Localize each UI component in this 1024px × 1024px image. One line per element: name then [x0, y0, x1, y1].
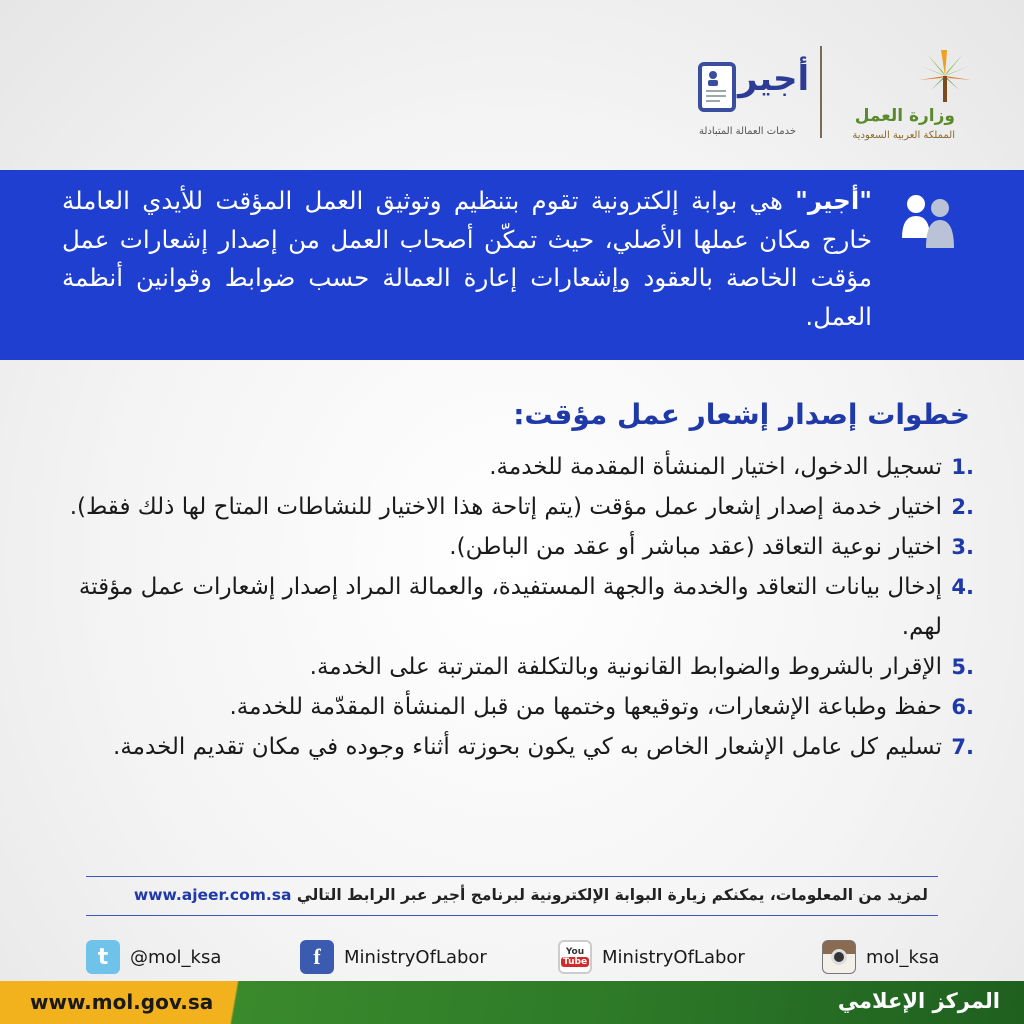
step-text: تسجيل الدخول، اختيار المنشأة المقدمة للخدمة. [489, 454, 942, 480]
people-icon [896, 190, 960, 254]
step-number: 4. [951, 575, 974, 599]
social-youtube[interactable] [558, 938, 745, 976]
instagram-icon[interactable] [822, 940, 856, 974]
twitter-handle[interactable]: @mol_ksa [130, 946, 222, 968]
info-bar [86, 876, 938, 916]
info-message: لمزيد من المعلومات، يمكنكم زيارة البوابة الإلكترونية لبرنامج أجير عبر الرابط التالي [296, 886, 928, 904]
info-text [134, 886, 928, 904]
ajeer-tagline: خدمات العمالة المتبادلة [698, 126, 796, 137]
step-item [49, 487, 974, 527]
ajeer-logo [694, 58, 810, 138]
step-text: اختيار خدمة إصدار إشعار عمل مؤقت (يتم إتاحة هذا الاختيار للنشاطات المتاح لها ذلك فقط). [69, 494, 942, 520]
step-number: 7. [951, 735, 974, 759]
youtube-icon[interactable] [558, 940, 592, 974]
ajeer-website-link[interactable]: www.ajeer.com.sa [133, 886, 292, 904]
ministry-name: وزارة العمل [854, 106, 955, 126]
ministry-logo [835, 48, 955, 144]
step-number: 5. [951, 655, 974, 679]
youtube-you-text: You [565, 947, 585, 957]
ajeer-wordmark: أجير [738, 59, 810, 99]
header-divider [820, 46, 822, 138]
step-number: 1. [951, 455, 974, 479]
footer-bar [0, 981, 1024, 1024]
social-instagram[interactable] [822, 938, 939, 976]
document-person-icon [698, 62, 736, 112]
step-text: اختيار نوعية التعاقد (عقد مباشر أو عقد من الباطن). [449, 534, 942, 560]
ministry-website-link[interactable]: www.mol.gov.sa [30, 990, 214, 1014]
instagram-handle[interactable]: mol_ksa [866, 946, 940, 968]
palm-emblem-icon [915, 48, 975, 108]
facebook-icon[interactable]: f [300, 940, 334, 974]
steps-title: خطوات إصدار إشعار عمل مؤقت: [513, 398, 970, 431]
step-number: 3. [951, 535, 974, 559]
step-item [49, 727, 974, 767]
intro-band [0, 170, 1024, 360]
youtube-handle[interactable]: MinistryOfLabor [602, 946, 745, 968]
social-twitter[interactable] [86, 938, 221, 976]
step-item [49, 447, 974, 487]
step-text: الإقرار بالشروط والضوابط القانونية وبالتكلفة المترتبة على الخدمة. [309, 654, 942, 680]
steps-list [49, 447, 974, 767]
step-item [49, 647, 974, 687]
step-text: تسليم كل عامل الإشعار الخاص به كي يكون بحوزته أثناء وجوده في مكان تقديم الخدمة. [113, 734, 942, 760]
intro-paragraph [62, 182, 872, 336]
step-item [49, 567, 974, 647]
ministry-country: المملكة العربية السعودية [852, 130, 955, 141]
media-center-label: المركز الإعلامي [837, 989, 1000, 1013]
step-text: إدخال بيانات التعاقد والخدمة والجهة المستفيدة، والعمالة المراد إصدار إشعارات عمل مؤقتة لهم. [78, 574, 942, 640]
twitter-icon[interactable]: t [86, 940, 120, 974]
youtube-tube-text: Tube [562, 957, 588, 967]
step-item [49, 687, 974, 727]
intro-brand: "أجير" [795, 186, 872, 215]
step-number: 6. [951, 695, 974, 719]
social-facebook[interactable] [300, 938, 487, 976]
step-item [49, 527, 974, 567]
step-text: حفظ وطباعة الإشعارات، وتوقيعها وختمها من قبل المنشأة المقدّمة للخدمة. [229, 694, 942, 720]
step-number: 2. [951, 495, 974, 519]
intro-text: هي بوابة إلكترونية تقوم بتنظيم وتوثيق العمل المؤقت للأيدي العاملة خارج مكان عملها الأصلي، حيث تمكّن أصحاب العمل من إصدار إشعارات عمل مؤقت الخاصة بالعقود وإشعارات إعارة العمالة حسب ضوابط وقوانين أنظمة العمل. [62, 186, 872, 331]
facebook-handle[interactable]: MinistryOfLabor [344, 946, 487, 968]
